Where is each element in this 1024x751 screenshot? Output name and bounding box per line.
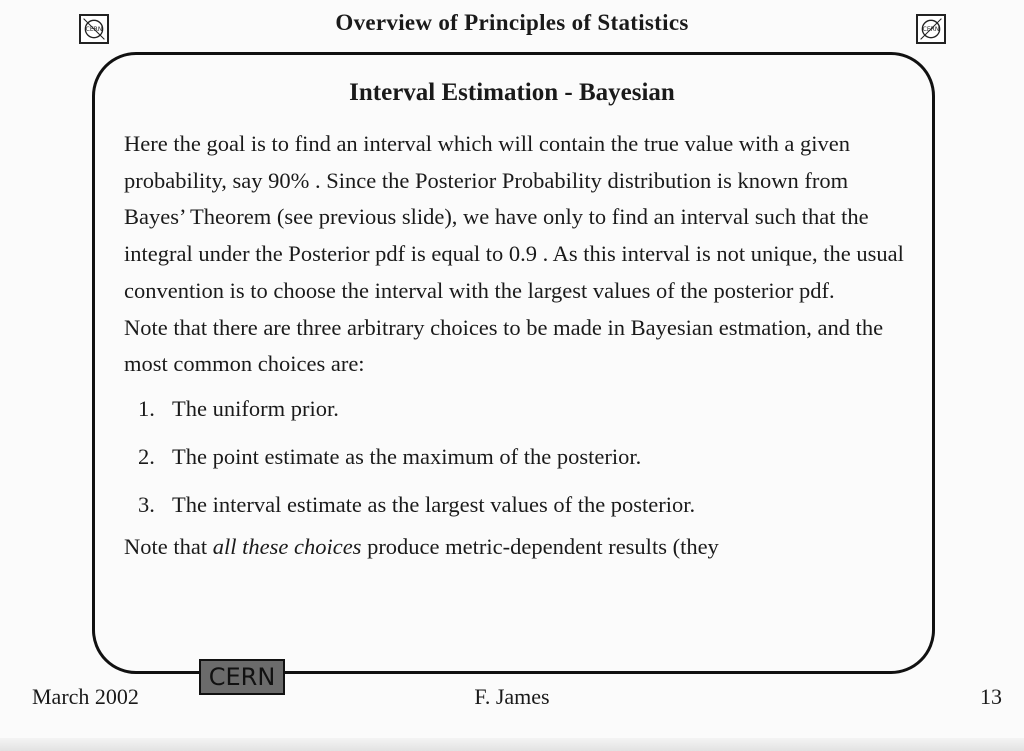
list-item — [124, 391, 914, 427]
note-prefix: Note that — [124, 533, 213, 559]
list-item-text: The uniform prior. — [172, 395, 339, 421]
slide-heading: Interval Estimation - Bayesian — [349, 79, 675, 106]
list-item-number: 1. — [138, 395, 155, 421]
footer-date: March 2002 — [32, 684, 139, 709]
note-suffix: produce metric-dependent results (they — [361, 533, 719, 559]
cern-badge: CERN — [199, 659, 285, 695]
svg-text:CERN: CERN — [85, 26, 103, 34]
note-emphasis: all these choices — [212, 533, 362, 559]
page-bottom-edge — [0, 738, 1024, 751]
cern-logo-icon — [916, 14, 946, 44]
footer-author: F. James — [474, 684, 550, 709]
svg-text:CERN: CERN — [922, 26, 940, 34]
choices-list — [124, 391, 914, 523]
list-item — [124, 487, 914, 523]
list-item — [124, 439, 914, 475]
list-item-number: 2. — [138, 443, 155, 469]
slide-body — [124, 126, 914, 566]
paragraph-arbitrary-choices: Note that there are three arbitrary choices to be made in Bayesian estmation, and the most common choices are: — [124, 314, 884, 377]
list-item-number: 3. — [138, 491, 155, 517]
slide-header-title: Overview of Principles of Statistics — [335, 10, 689, 35]
page-number: 13 — [980, 684, 1002, 709]
paragraph-metric-note — [124, 529, 914, 566]
list-item-text: The point estimate as the maximum of the posterior. — [172, 443, 642, 469]
list-item-text: The interval estimate as the largest values of the posterior. — [172, 491, 696, 517]
paragraph-interval-goal: Here the goal is to find an interval which will contain the true value with a given probability, say 90% . Since the Posterior Probability distribution is known from Bayes’ Theorem (see previous slide), we have only to find an interval such that the integral under the Posterior pdf is equal to 0.9 . As this interval is not unique, the usual convention is to choose the interval with the largest values of the posterior pdf. — [124, 131, 904, 303]
